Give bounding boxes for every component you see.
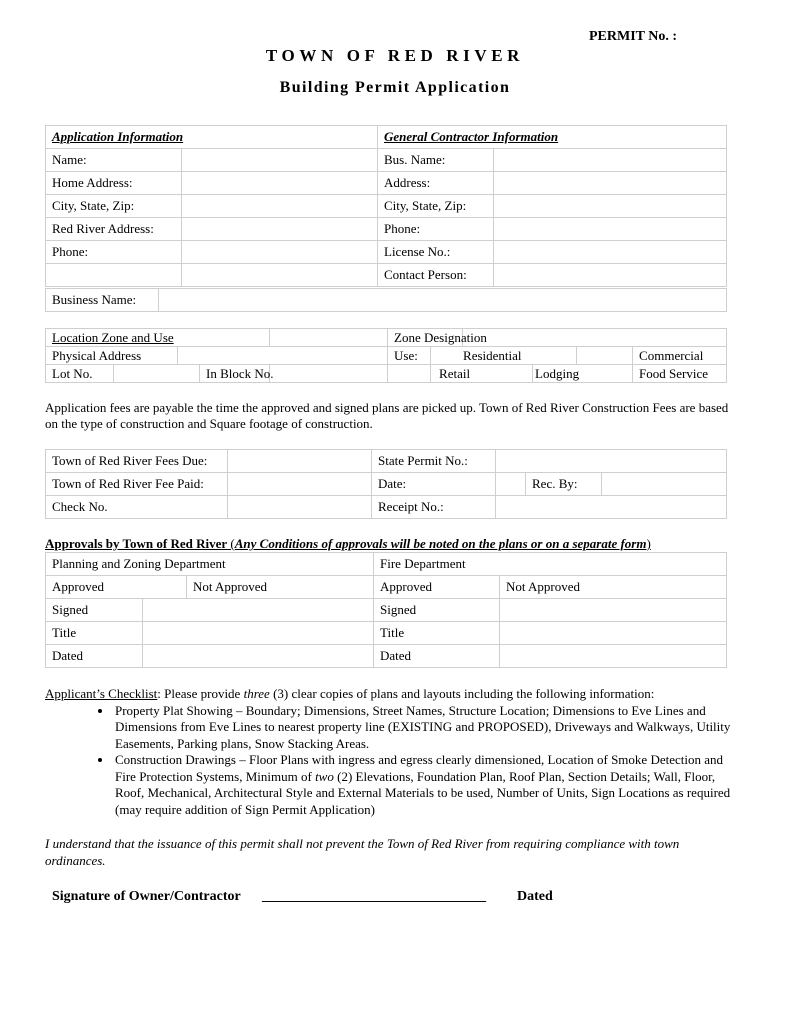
business-name-row <box>45 288 727 312</box>
blank-cell <box>46 264 182 287</box>
pz-dated-field[interactable] <box>143 645 374 668</box>
checklist-item-drawings: • Construction Drawings – Floor Plans with ingress and egress clearly dimensioned, Location of Smoke Detection and Fire Protection Systems, Minimum of two (2) Elevations, Foundation Plan, Roof Plan, Section Details; Wall, Floor, Roof, Mechanical, Architectural Style and External Materials to be used, Number of Units, Sign Locations as required (may require addition of Sign Permit Application) <box>113 752 745 818</box>
fire-dated-field[interactable] <box>500 645 727 668</box>
fire-signed-field[interactable] <box>500 599 727 622</box>
applicant-city-field[interactable] <box>182 195 378 218</box>
contractor-address-label: Address: <box>378 172 494 195</box>
blank-cell <box>182 264 378 287</box>
contractor-license-label: License No.: <box>378 241 494 264</box>
commercial-option[interactable]: Commercial <box>633 347 727 365</box>
fire-title-field[interactable] <box>500 622 727 645</box>
applicant-phone-label: Phone: <box>46 241 182 264</box>
pz-title-label: Title <box>46 622 143 645</box>
applicant-name-field[interactable] <box>182 149 378 172</box>
fire-dated-label: Dated <box>374 645 500 668</box>
fire-title-label: Title <box>374 622 500 645</box>
fee-paid-label: Town of Red River Fee Paid: <box>46 473 228 496</box>
contractor-city-label: City, State, Zip: <box>378 195 494 218</box>
location-zone-use-label: Location Zone and Use <box>46 329 270 347</box>
check-no-field[interactable] <box>228 496 372 519</box>
planning-zoning-label: Planning and Zoning Department <box>46 553 374 576</box>
state-permit-field[interactable] <box>496 450 727 473</box>
contractor-city-field[interactable] <box>494 195 727 218</box>
pz-title-field[interactable] <box>143 622 374 645</box>
applicant-city-label: City, State, Zip: <box>46 195 182 218</box>
applicant-red-river-address-field[interactable] <box>182 218 378 241</box>
contractor-contact-label: Contact Person: <box>378 264 494 287</box>
zone-designation-field[interactable] <box>463 329 727 347</box>
checklist-item-plat: • Property Plat Showing – Boundary; Dimensions, Street Names, Structure Location; Dimensions to Eve Lines and Dimensions from Eve Lines to nearest property line (EXISTING and PROPOSED), Driveways and Walkways, Utility Easements, Parking plans, Snow Stacking Areas. <box>113 703 745 753</box>
fees-due-label: Town of Red River Fees Due: <box>46 450 228 473</box>
contractor-bus-name-field[interactable] <box>494 149 727 172</box>
contractor-bus-name-label: Bus. Name: <box>378 149 494 172</box>
fee-paid-field[interactable] <box>228 473 372 496</box>
pz-signed-label: Signed <box>46 599 143 622</box>
in-block-no-field[interactable] <box>270 365 388 383</box>
fees-table <box>45 449 727 519</box>
food-service-option[interactable]: Food Service <box>633 365 727 383</box>
applicant-name-label: Name: <box>46 149 182 172</box>
signature-line[interactable]: ________________________________ <box>262 889 486 904</box>
applicant-home-address-field[interactable] <box>182 172 378 195</box>
contractor-phone-label: Phone: <box>378 218 494 241</box>
rec-by-label: Rec. By: <box>526 473 602 496</box>
applicant-heading: Application Information <box>46 126 378 149</box>
location-zone-table <box>45 328 727 383</box>
signature-label: Signature of Owner/Contractor <box>52 889 241 904</box>
approvals-table <box>45 552 727 668</box>
lot-no-label: Lot No. <box>46 365 114 383</box>
permit-number-label: PERMIT No. : <box>589 29 678 44</box>
applicant-phone-field[interactable] <box>182 241 378 264</box>
town-title: TOWN OF RED RIVER <box>265 46 525 65</box>
applicant-home-address-label: Home Address: <box>46 172 182 195</box>
business-name-label: Business Name: <box>46 289 159 312</box>
use-label: Use: <box>388 347 431 365</box>
acknowledgement-text: I understand that the issuance of this permit shall not prevent the Town of Red River from requiring compliance with town ordinances. <box>45 836 680 868</box>
rec-by-field[interactable] <box>602 473 727 496</box>
fees-paragraph: Application fees are payable the time the approved and signed plans are picked up. Town of Red River Construction Fees are based on the type of construction and Square footage of construction. <box>45 400 729 431</box>
date-field[interactable] <box>496 473 526 496</box>
residential-field[interactable] <box>577 347 633 365</box>
retail-option[interactable]: Retail <box>431 365 533 383</box>
applicant-red-river-address-label: Red River Address: <box>46 218 182 241</box>
contractor-contact-field[interactable] <box>494 264 727 287</box>
business-name-field[interactable] <box>159 289 727 312</box>
date-label: Date: <box>372 473 496 496</box>
in-block-no-label: In Block No. <box>200 365 270 383</box>
residential-option[interactable]: Residential <box>431 347 577 365</box>
checklist-intro: Applicant’s Checklist: Please provide three (3) clear copies of plans and layouts including the following information: <box>45 686 655 701</box>
pz-approved-option[interactable]: Approved <box>46 576 187 599</box>
contractor-address-field[interactable] <box>494 172 727 195</box>
physical-address-label: Physical Address <box>46 347 178 365</box>
blank-cell <box>270 329 388 347</box>
zone-designation-label: Zone Designation <box>388 329 463 347</box>
fire-signed-label: Signed <box>374 599 500 622</box>
approvals-heading: Approvals by Town of Red River (Any Conditions of approvals will be noted on the plans or on a separate form) <box>45 536 651 551</box>
physical-address-field[interactable] <box>178 347 388 365</box>
form-subtitle: Building Permit Application <box>279 79 511 96</box>
state-permit-label: State Permit No.: <box>372 450 496 473</box>
blank-cell <box>388 365 431 383</box>
fire-not-approved-option[interactable]: Not Approved <box>500 576 727 599</box>
lot-no-field[interactable] <box>114 365 200 383</box>
applicant-checklist <box>45 686 745 818</box>
check-no-label: Check No. <box>46 496 228 519</box>
contractor-heading: General Contractor Information <box>378 126 727 149</box>
pz-not-approved-option[interactable]: Not Approved <box>187 576 374 599</box>
contractor-license-field[interactable] <box>494 241 727 264</box>
fire-approved-option[interactable]: Approved <box>374 576 500 599</box>
receipt-no-field[interactable] <box>496 496 727 519</box>
applicant-contractor-table <box>45 125 727 287</box>
lodging-option[interactable]: Lodging <box>533 365 633 383</box>
pz-dated-label: Dated <box>46 645 143 668</box>
signature-dated-label: Dated <box>517 889 553 904</box>
contractor-phone-field[interactable] <box>494 218 727 241</box>
pz-signed-field[interactable] <box>143 599 374 622</box>
fees-due-field[interactable] <box>228 450 372 473</box>
fire-department-label: Fire Department <box>374 553 727 576</box>
receipt-no-label: Receipt No.: <box>372 496 496 519</box>
